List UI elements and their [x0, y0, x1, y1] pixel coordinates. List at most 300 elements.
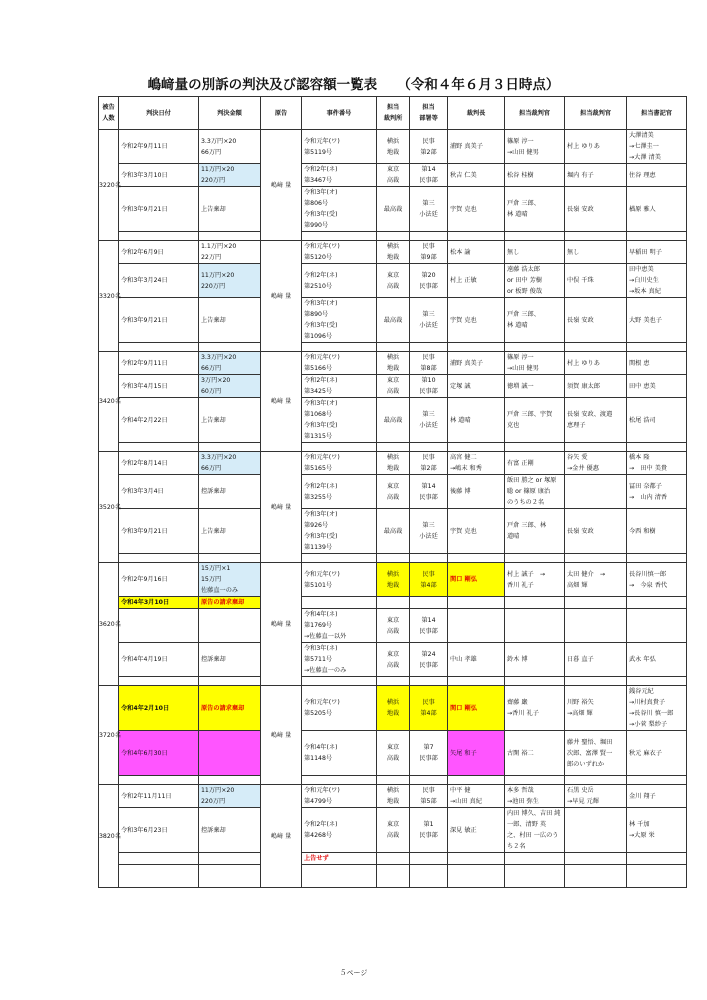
judge-1 — [505, 443, 565, 452]
judge-2 — [565, 554, 627, 563]
court: 最高裁 — [377, 298, 410, 343]
case-number: 令和元年(ワ) 第5166号 — [302, 352, 377, 375]
case-group-number: 38 — [99, 832, 107, 840]
division: 第三 小法廷 — [410, 398, 448, 443]
plaintiff: 嶋﨑 量 — [261, 352, 302, 452]
presiding-judge: 宇賀 克也 — [448, 509, 505, 554]
court: 東京 高裁 — [377, 609, 410, 643]
defendant-count — [99, 563, 119, 686]
division: 民事 第4部 — [410, 686, 448, 731]
judgment-date — [119, 232, 199, 241]
header-defendants: 被告 人数 — [99, 97, 119, 130]
header-judge-1: 担当裁判官 — [505, 97, 565, 130]
table-row — [99, 298, 687, 343]
judgment-date: 令和2年6月9日 — [119, 241, 199, 264]
clerk: 今西 和樹 — [627, 509, 687, 554]
header-amount: 判決金額 — [199, 97, 261, 130]
header-division: 担当 部署等 — [410, 97, 448, 130]
judge-2: 堀内 有子 — [565, 164, 627, 187]
header-judge-2: 担当裁判官 — [565, 97, 627, 130]
header-clerk: 担当書記官 — [627, 97, 687, 130]
case-group-number: 35 — [99, 503, 107, 511]
clerk: 大野 美也子 — [627, 298, 687, 343]
judgment-amount — [199, 776, 261, 785]
judge-1: 戸倉 三郎、 林 道晴 — [505, 298, 565, 343]
judge-1: 松谷 桂樹 — [505, 164, 565, 187]
clerk — [627, 443, 687, 452]
division — [410, 343, 448, 352]
judgment-amount: 11万円×20 220万円 — [199, 164, 261, 187]
judge-2 — [565, 776, 627, 785]
clerk — [627, 232, 687, 241]
plaintiff: 嶋﨑 量 — [261, 452, 302, 563]
presiding-judge: 林 道晴 — [448, 398, 505, 443]
judgment-date — [119, 853, 199, 865]
court: 横浜 地裁 — [377, 563, 410, 597]
defendant-count — [99, 130, 119, 241]
header-date: 判決日付 — [119, 97, 199, 130]
court: 横浜 地裁 — [377, 130, 410, 164]
presiding-judge: 高宮 健二 →嶋末 和秀 — [448, 452, 505, 475]
division — [410, 554, 448, 563]
clerk: 松尾 浩司 — [627, 398, 687, 443]
court: 東京 高裁 — [377, 264, 410, 298]
division — [410, 232, 448, 241]
judge-2: 村上 ゆりあ — [565, 352, 627, 375]
judge-1 — [505, 865, 565, 888]
court: 横浜 地裁 — [377, 452, 410, 475]
case-number: 令和2年(ネ) 第3425号 — [302, 375, 377, 398]
clerk — [627, 776, 687, 785]
judge-1 — [505, 677, 565, 686]
judge-2 — [565, 443, 627, 452]
judge-1 — [505, 232, 565, 241]
case-number: 令和元年(ワ) 第5119号 — [302, 130, 377, 164]
table-row — [99, 452, 687, 475]
court: 横浜 地裁 — [377, 241, 410, 264]
page-title: 嶋﨑量の別訴の判決及び認容額一覧表 （令和４年６月３日時点） — [147, 77, 560, 93]
table-row — [99, 731, 687, 776]
judgment-amount — [199, 677, 261, 686]
case-group-number: 37 — [99, 731, 107, 739]
case-number: 令和2年(ネ) 第4268号 — [302, 808, 377, 853]
table-row — [99, 130, 687, 164]
court: 横浜 地裁 — [377, 686, 410, 731]
case-number: 令和3年(オ) 第890号 令和3年(受) 第1096号 — [302, 298, 377, 343]
judgment-amount: 3万円×20 60万円 — [199, 375, 261, 398]
defendant-count — [99, 352, 119, 452]
presiding-judge — [448, 677, 505, 686]
judgment-amount: 原告の請求棄却 — [199, 597, 261, 609]
court — [377, 232, 410, 241]
clerk: 関根 恵 — [627, 352, 687, 375]
header-row — [99, 97, 687, 130]
judge-2: 長嶺 安政、渡邉 恵理子 — [565, 398, 627, 443]
defendant-count-value: 20名 — [106, 620, 121, 628]
defendant-count — [99, 785, 119, 888]
presiding-judge: 宇賀 克也 — [448, 298, 505, 343]
table-row — [99, 686, 687, 731]
judge-2: 中俣 千珠 — [565, 264, 627, 298]
presiding-judge — [448, 597, 505, 609]
defendant-count-value: 20名 — [106, 292, 121, 300]
table-row — [99, 509, 687, 554]
judge-1: 徳増 誠一 — [505, 375, 565, 398]
clerk — [627, 609, 687, 643]
case-group-number: 32 — [99, 181, 107, 189]
judgment-amount — [199, 343, 261, 352]
division: 第三 小法廷 — [410, 298, 448, 343]
court — [377, 865, 410, 888]
judgment-amount — [199, 554, 261, 563]
table-row — [99, 853, 687, 865]
judge-1: 遠藤 浩太郎 or 田中 芳樹 or 板野 俊哉 — [505, 264, 565, 298]
court: 横浜 地裁 — [377, 352, 410, 375]
case-group-number: 34 — [99, 398, 107, 405]
judge-2 — [565, 853, 627, 865]
judge-1: 無し — [505, 241, 565, 264]
court: 東京 高裁 — [377, 731, 410, 776]
clerk — [627, 597, 687, 609]
judge-1: 齋藤 巌 →香川 礼子 — [505, 686, 565, 731]
table-row — [99, 352, 687, 375]
judgment-date — [119, 677, 199, 686]
judge-1: 村上 誠子 → 香川 礼子 — [505, 563, 565, 597]
table-row — [99, 643, 687, 677]
judgment-date: 令和3年9月21日 — [119, 187, 199, 232]
judge-2: 石黒 史岳 →早見 元輝 — [565, 785, 627, 808]
header-plaintiff: 原告 — [261, 97, 302, 130]
division: 民事 第5部 — [410, 785, 448, 808]
presiding-judge — [448, 343, 505, 352]
court — [377, 776, 410, 785]
judge-1 — [505, 554, 565, 563]
court — [377, 554, 410, 563]
judgment-date: 令和3年3月4日 — [119, 475, 199, 509]
judgment-amount: 1.1万円×20 22万円 — [199, 241, 261, 264]
plaintiff: 嶋﨑 量 — [261, 563, 302, 686]
judgment-date — [119, 554, 199, 563]
presiding-judge: 定塚 誠 — [448, 375, 505, 398]
judge-1: 鈴木 博 — [505, 643, 565, 677]
court: 最高裁 — [377, 398, 410, 443]
judgment-amount: 3.3万円×20 66万円 — [199, 130, 261, 164]
division: 第24 民事部 — [410, 643, 448, 677]
clerk — [627, 554, 687, 563]
presiding-judge: 関口 剛弘 — [448, 686, 505, 731]
division: 民事 第2部 — [410, 130, 448, 164]
division: 第三 小法廷 — [410, 509, 448, 554]
judge-2 — [565, 232, 627, 241]
judge-2 — [565, 677, 627, 686]
judge-2 — [565, 808, 627, 853]
judgment-date: 令和4年3月10日 — [119, 597, 199, 609]
judge-1 — [505, 776, 565, 785]
judgment-date: 令和4年4月19日 — [119, 643, 199, 677]
judge-1: 戸倉 三郎、宇賀 克也 — [505, 398, 565, 443]
judge-2: 太田 健介 → 高畑 輝 — [565, 563, 627, 597]
judgment-date — [119, 865, 199, 888]
judge-2: 無し — [565, 241, 627, 264]
plaintiff: 嶋﨑 量 — [261, 686, 302, 785]
judge-1: 古閑 裕二 — [505, 731, 565, 776]
judgment-amount: 上告棄却 — [199, 398, 261, 443]
judgment-amount: 控訴棄却 — [199, 643, 261, 677]
division: 第14 民事部 — [410, 475, 448, 509]
table-row — [99, 164, 687, 187]
judgment-date — [119, 343, 199, 352]
judge-2: 須賀 康太郎 — [565, 375, 627, 398]
court — [377, 677, 410, 686]
presiding-judge: 村上 正敏 — [448, 264, 505, 298]
judgment-date: 令和3年4月15日 — [119, 375, 199, 398]
presiding-judge — [448, 865, 505, 888]
judge-1: 篠原 淳一 →山田 健男 — [505, 130, 565, 164]
defendant-count-value: 20名 — [106, 832, 121, 840]
division: 民事 第4部 — [410, 563, 448, 597]
table-row — [99, 475, 687, 509]
court: 最高裁 — [377, 187, 410, 232]
judgment-date — [119, 609, 199, 643]
header-presiding: 裁判長 — [448, 97, 505, 130]
defendant-count-value: 20名 — [106, 503, 121, 511]
case-number: 令和2年(ネ) 第2510号 — [302, 264, 377, 298]
judge-2: 長嶺 安政 — [565, 509, 627, 554]
judgment-date: 令和3年9月21日 — [119, 298, 199, 343]
division: 第14 民事部 — [410, 164, 448, 187]
clerk: 秋元 麻衣子 — [627, 731, 687, 776]
defendant-count — [99, 452, 119, 563]
division — [410, 443, 448, 452]
judge-1: 有富 正剛 — [505, 452, 565, 475]
clerk: 楢原 雅人 — [627, 187, 687, 232]
plaintiff: 嶋﨑 量 — [261, 785, 302, 888]
judgment-amount: 3.3万円×20 66万円 — [199, 452, 261, 475]
judgment-date — [119, 443, 199, 452]
division: 民事 第9部 — [410, 241, 448, 264]
judgment-amount: 上告棄却 — [199, 298, 261, 343]
table-row — [99, 375, 687, 398]
case-number: 令和元年(ワ) 第5205号 — [302, 686, 377, 731]
page-number: ５ページ — [339, 969, 368, 977]
table-row — [99, 808, 687, 853]
case-number — [302, 232, 377, 241]
division — [410, 776, 448, 785]
presiding-judge — [448, 554, 505, 563]
judgment-amount — [199, 865, 261, 888]
judge-1: 内田 博久、吉田 純一郎、清野 英 之、村田 一広のうち２名 — [505, 808, 565, 853]
case-group-number: 36 — [99, 620, 107, 628]
presiding-judge: 矢尾 和子 — [448, 731, 505, 776]
judge-2: 長嶺 安政 — [565, 187, 627, 232]
spacer-row — [99, 232, 687, 241]
defendant-count-value: 20名 — [106, 731, 121, 739]
header-court: 担当 裁判所 — [377, 97, 410, 130]
clerk — [627, 865, 687, 888]
judgment-amount: 15万円×1 15万円 佐藤直一のみ — [199, 563, 261, 597]
table-row — [99, 597, 687, 609]
judgment-amount: 上告棄却 — [199, 509, 261, 554]
division: 第三 小法廷 — [410, 187, 448, 232]
court: 東京 高裁 — [377, 808, 410, 853]
presiding-judge: 松本 諭 — [448, 241, 505, 264]
presiding-judge: 関口 剛弘 — [448, 563, 505, 597]
case-group-number: 33 — [99, 292, 107, 300]
case-number: 令和元年(ワ) 第4799号 — [302, 785, 377, 808]
judge-2: 藤井 聖悟、堀田 次郎、富澤 賢一 郎のいずれか — [565, 731, 627, 776]
case-number — [302, 443, 377, 452]
case-number: 令和4年(ネ) 第1769号 →佐藤直一以外 — [302, 609, 377, 643]
division — [410, 865, 448, 888]
division: 民事 第2部 — [410, 452, 448, 475]
judgment-amount: 3.3万円×20 66万円 — [199, 352, 261, 375]
division: 第14 民事部 — [410, 609, 448, 643]
spacer-row — [99, 443, 687, 452]
case-number: 令和3年(ネ) 第5711号 →佐藤直一のみ — [302, 643, 377, 677]
case-number: 令和2年(ネ) 第3467号 — [302, 164, 377, 187]
clerk — [627, 677, 687, 686]
court: 横浜 地裁 — [377, 785, 410, 808]
judge-2 — [565, 597, 627, 609]
judgment-date: 令和2年9月16日 — [119, 563, 199, 597]
table-row — [99, 563, 687, 597]
judgment-amount — [199, 443, 261, 452]
court: 東京 高裁 — [377, 475, 410, 509]
judgment-amount: 控訴棄却 — [199, 475, 261, 509]
case-number: 令和4年(ネ) 第1148号 — [302, 731, 377, 776]
case-number: 令和3年(オ) 第926号 令和3年(受) 第1139号 — [302, 509, 377, 554]
judge-2 — [565, 609, 627, 643]
presiding-judge — [448, 443, 505, 452]
judge-2: 村上 ゆりあ — [565, 130, 627, 164]
case-number: 令和3年(オ) 第1068号 令和3年(受) 第1315号 — [302, 398, 377, 443]
case-number: 令和2年(ネ) 第3255号 — [302, 475, 377, 509]
judge-2: 日暮 直子 — [565, 643, 627, 677]
spacer-row — [99, 677, 687, 686]
defendant-count-value: 20名 — [106, 398, 121, 405]
defendant-count — [99, 241, 119, 352]
judge-1: 篠原 淳一 →山田 健男 — [505, 352, 565, 375]
clerk — [627, 343, 687, 352]
spacer-row — [99, 776, 687, 785]
judge-1: 飯田 勝之 or 塚原 聡 or 篠原 康治 のうちの２名 — [505, 475, 565, 509]
judge-2 — [565, 475, 627, 509]
court: 東京 高裁 — [377, 375, 410, 398]
division — [410, 597, 448, 609]
clerk: 住谷 理恵 — [627, 164, 687, 187]
table-row — [99, 241, 687, 264]
judgment-amount: 上告棄却 — [199, 187, 261, 232]
judgment-date: 令和4年2月22日 — [119, 398, 199, 443]
judgment-amount — [199, 609, 261, 643]
case-number: 令和3年(オ) 第806号 令和3年(受) 第990号 — [302, 187, 377, 232]
judgment-table — [98, 96, 687, 888]
court — [377, 597, 410, 609]
division: 民事 第8部 — [410, 352, 448, 375]
case-number: 令和元年(ワ) 第5101号 — [302, 563, 377, 597]
court — [377, 343, 410, 352]
judgment-amount: 原告の請求棄却 — [199, 686, 261, 731]
court — [377, 853, 410, 865]
court: 東京 高裁 — [377, 643, 410, 677]
judgment-date: 令和3年3月10日 — [119, 164, 199, 187]
judge-1: 戸倉 三郎、 林 道晴 — [505, 187, 565, 232]
presiding-judge: 浦野 真美子 — [448, 352, 505, 375]
judge-1 — [505, 343, 565, 352]
defendant-count — [99, 686, 119, 785]
division — [410, 677, 448, 686]
judgment-date: 令和4年6月30日 — [119, 731, 199, 776]
division — [410, 853, 448, 865]
judgment-date: 令和2年9月11日 — [119, 130, 199, 164]
clerk: 金川 翔子 — [627, 785, 687, 808]
judgment-date: 令和2年11月11日 — [119, 785, 199, 808]
case-number — [302, 865, 377, 888]
case-number — [302, 343, 377, 352]
presiding-judge: 深見 敏正 — [448, 808, 505, 853]
judge-2 — [565, 343, 627, 352]
presiding-judge — [448, 609, 505, 643]
presiding-judge: 宇賀 克也 — [448, 187, 505, 232]
judge-2: 谷矢 愛 →金井 優惠 — [565, 452, 627, 475]
presiding-judge: 後藤 博 — [448, 475, 505, 509]
clerk: 冨田 奈都子 → 山内 清香 — [627, 475, 687, 509]
judgment-date: 令和2年9月11日 — [119, 352, 199, 375]
spacer-row — [99, 343, 687, 352]
presiding-judge — [448, 853, 505, 865]
clerk: 銭谷元紀 →川村真貴子 →長谷川 慎一郎 →小菅 梨紗子 — [627, 686, 687, 731]
judge-2: 川野 裕矢 →高畑 輝 — [565, 686, 627, 731]
judgment-amount: 11万円×20 220万円 — [199, 785, 261, 808]
spacer-row — [99, 554, 687, 563]
judgment-date: 令和3年3月24日 — [119, 264, 199, 298]
judge-1 — [505, 609, 565, 643]
judgment-amount — [199, 853, 261, 865]
presiding-judge — [448, 776, 505, 785]
court: 東京 高裁 — [377, 164, 410, 187]
judge-2: 長嶺 安政 — [565, 298, 627, 343]
division: 第20 民事部 — [410, 264, 448, 298]
table-row — [99, 785, 687, 808]
clerk: 武永 年弘 — [627, 643, 687, 677]
court: 最高裁 — [377, 509, 410, 554]
case-number: 令和元年(ワ) 第5165号 — [302, 452, 377, 475]
presiding-judge: 中平 健 →山田 真紀 — [448, 785, 505, 808]
case-number: 上告せず — [302, 853, 377, 865]
table-row — [99, 609, 687, 643]
case-number — [302, 597, 377, 609]
clerk: 橋本 隆 → 田中 美貴 — [627, 452, 687, 475]
table-row — [99, 398, 687, 443]
division: 第1 民事部 — [410, 808, 448, 853]
presiding-judge: 浦野 真美子 — [448, 130, 505, 164]
judgment-date: 令和3年6月23日 — [119, 808, 199, 853]
presiding-judge: 中山 孝雄 — [448, 643, 505, 677]
header-case-no: 事件番号 — [302, 97, 377, 130]
judgment-amount: 11万円×20 220万円 — [199, 264, 261, 298]
clerk: 大澤清美 →七澤圭一 →大澤 清美 — [627, 130, 687, 164]
judgment-date — [119, 776, 199, 785]
presiding-judge: 秋吉 仁美 — [448, 164, 505, 187]
judgment-date: 令和2年8月14日 — [119, 452, 199, 475]
judgment-amount — [199, 232, 261, 241]
clerk: 長谷川慎一郎 → 今泉 香代 — [627, 563, 687, 597]
clerk: 早稲田 明子 — [627, 241, 687, 264]
division: 第10 民事部 — [410, 375, 448, 398]
court — [377, 443, 410, 452]
judgment-amount: 控訴棄却 — [199, 808, 261, 853]
judge-1 — [505, 597, 565, 609]
